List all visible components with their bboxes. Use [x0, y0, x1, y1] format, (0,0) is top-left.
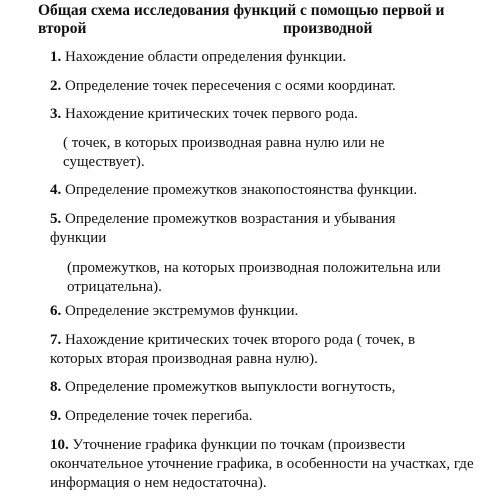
note-derivative-sign: (промежутков, на которых производная положительна или отрицательна).	[67, 260, 441, 295]
list-item-text: Определение промежутков знакопостоянства функции.	[61, 182, 418, 198]
list-item-number: 7.	[50, 332, 62, 348]
list-item-number: 10.	[50, 437, 69, 453]
list-item-3	[50, 105, 480, 124]
list-item-7	[50, 331, 470, 369]
list-item-text: Уточнение графика функции по точкам (произвести окончательное уточнение графика, в особенности на участках, где информация о нем недостаточна).	[50, 437, 474, 491]
list-item-text: Нахождение критических точек второго рода ( точек, в которых вторая производная равна нулю).	[50, 332, 416, 367]
list-item-text: Определение промежутков выпуклости вогнутость,	[61, 379, 396, 395]
document-title-line-2-right: производной	[283, 20, 373, 37]
list-item-number: 8.	[50, 379, 62, 395]
list-item-number: 4.	[50, 182, 62, 198]
document-title-line-1: Общая схема исследования функций с помощью первой и	[38, 2, 445, 19]
list-item-text: Нахождение критических точек первого рода.	[61, 106, 358, 122]
list-item-2	[50, 77, 480, 96]
list-item-number: 3.	[50, 106, 62, 122]
list-item-6	[50, 302, 480, 321]
list-item-number: 2.	[50, 78, 62, 94]
list-item-text: Определение точек пересечения с осями координат.	[61, 78, 396, 94]
list-item-5	[50, 210, 450, 248]
list-item-text: Нахождение области определения функции.	[61, 49, 347, 65]
list-item-text: Определение промежутков возрастания и убывания функции	[50, 211, 396, 246]
list-item-number: 1.	[50, 49, 62, 65]
list-item-4	[50, 181, 480, 200]
list-item-10	[50, 436, 475, 493]
list-item-text: Определение экстремумов функции.	[61, 303, 299, 319]
list-item-number: 6.	[50, 303, 62, 319]
list-item-9	[50, 407, 480, 426]
list-item-number: 9.	[50, 408, 62, 424]
document-title-line-2-left: второй	[38, 20, 87, 37]
list-item-8	[50, 378, 480, 397]
list-item-1	[50, 48, 480, 67]
list-item-number: 5.	[50, 211, 62, 227]
note-critical-points-first-kind: ( точек, в которых производная равна нулю или не существует).	[63, 135, 385, 170]
list-item-text: Определение точек перегиба.	[61, 408, 253, 424]
